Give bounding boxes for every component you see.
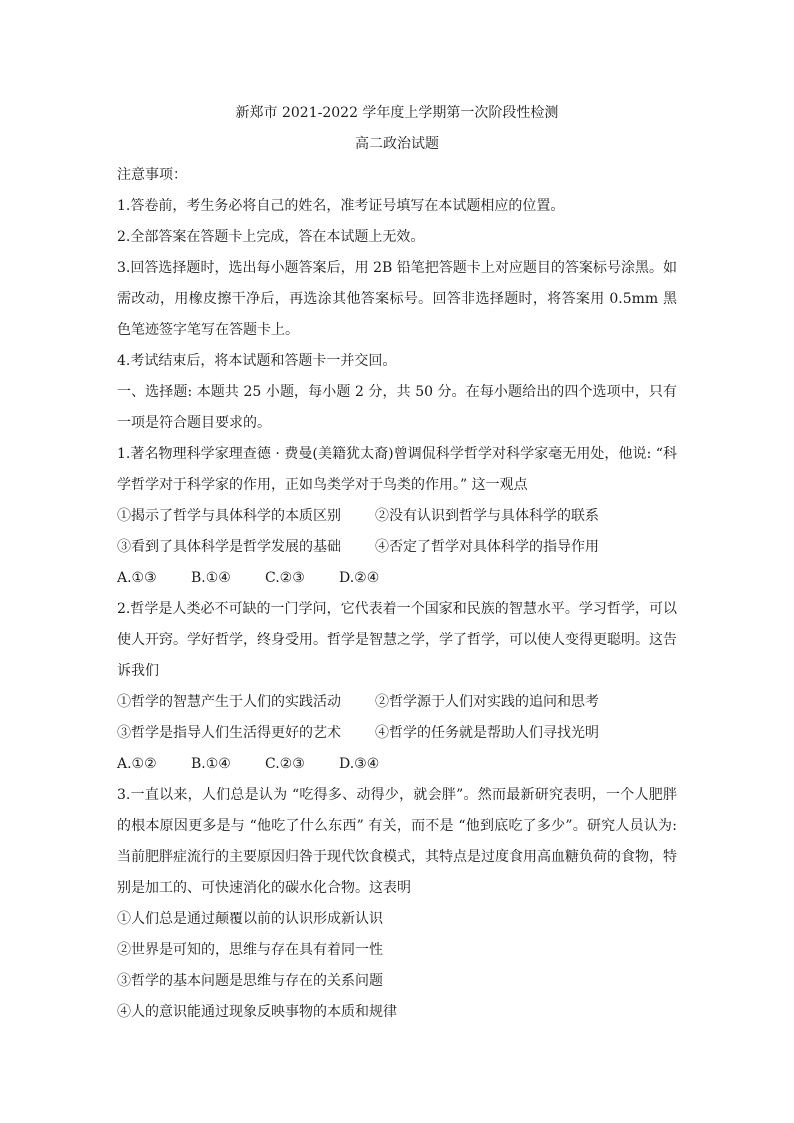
section-heading: 一、选择题: 本题共 25 小题，每小题 2 分，共 50 分。在每小题给出的四个选项中，只有一项是符合题目要求的。 xyxy=(117,384,677,431)
exam-title: 新郑市 2021-2022 学年度上学期第一次阶段性检测 xyxy=(235,105,559,121)
option-row xyxy=(117,718,677,749)
option-row xyxy=(117,687,677,718)
option: ②世界是可知的，思维与存在具有着同一性 xyxy=(117,942,383,958)
notice-item: 4.考试结束后，将本试题和答题卡一并交回。 xyxy=(117,353,397,369)
option: ③哲学的基本问题是思维与存在的关系问题 xyxy=(117,973,383,989)
answer-choices xyxy=(117,563,677,594)
option: ①哲学的智慧产生于人们的实践活动 xyxy=(117,694,341,710)
answer-choice: A.①③ xyxy=(117,570,157,586)
exam-subtitle: 高二政治试题 xyxy=(355,136,439,152)
option: ③哲学是指导人们生活得更好的艺术 xyxy=(117,725,341,741)
question-stem: 3.一直以来，人们总是认为 “吃得多、动得少，就会胖”。然而最新研究表明，一个人肥胖的根本原因更多是与 “他吃了什么东西” 有关，而不是 “他到底吃了多少”。研究人员认为: 当前肥胖症流行的主要原因归咎于现代饮食模式，其特点是过度食用高血糖负荷的食物，特别是加工的、可快速消化的碳水化合物。这表明 xyxy=(117,787,677,896)
option-row xyxy=(117,532,677,563)
notice-heading: 注意事项： xyxy=(117,167,187,183)
option: ③看到了具体科学是哲学发展的基础 xyxy=(117,539,341,555)
answer-choice: B.①④ xyxy=(191,570,231,586)
option: ②没有认识到哲学与具体科学的联系 xyxy=(375,508,599,524)
answer-choices xyxy=(117,749,677,780)
question-stem: 2.哲学是人类必不可缺的一门学问，它代表着一个国家和民族的智慧水平。学习哲学，可以使人开窍。学好哲学，终身受用。哲学是智慧之学，学了哲学，可以使人变得更聪明。这告诉我们 xyxy=(117,601,677,679)
question-stem: 1.著名物理科学家理查德 · 费曼(美籍犹太裔)曾调侃科学哲学对科学家毫无用处，他说: “科学哲学对于科学家的作用，正如鸟类学对于鸟类的作用。” 这一观点 xyxy=(117,446,677,493)
exam-page xyxy=(117,98,677,1028)
option: ④否定了哲学对具体科学的指导作用 xyxy=(375,539,599,555)
answer-choice: D.②④ xyxy=(339,570,380,586)
notice-item: 2.全部答案在答题卡上完成，答在本试题上无效。 xyxy=(117,229,425,245)
notice-item: 1.答卷前，考生务必将自己的姓名，准考证号填写在本试题相应的位置。 xyxy=(117,198,565,214)
option: ②哲学源于人们对实践的追问和思考 xyxy=(375,694,599,710)
answer-choice: C.②③ xyxy=(265,570,305,586)
notice-item: 3.回答选择题时，选出每小题答案后，用 2B 铅笔把答题卡上对应题目的答案标号涂黑。如需改动，用橡皮擦干净后，再选涂其他答案标号。回答非选择题时，将答案用 0.5mm 黑色笔迹签字笔写在答题卡上。 xyxy=(117,260,677,338)
answer-choice: A.①② xyxy=(117,756,157,772)
answer-choice: D.③④ xyxy=(339,756,380,772)
answer-choice: B.①④ xyxy=(191,756,231,772)
option: ④哲学的任务就是帮助人们寻找光明 xyxy=(375,725,599,741)
option: ①揭示了哲学与具体科学的本质区别 xyxy=(117,508,341,524)
answer-choice: C.②③ xyxy=(265,756,305,772)
option: ①人们总是通过颠覆以前的认识形成新认识 xyxy=(117,911,383,927)
option-row xyxy=(117,501,677,532)
option: ④人的意识能通过现象反映事物的本质和规律 xyxy=(117,1004,397,1020)
